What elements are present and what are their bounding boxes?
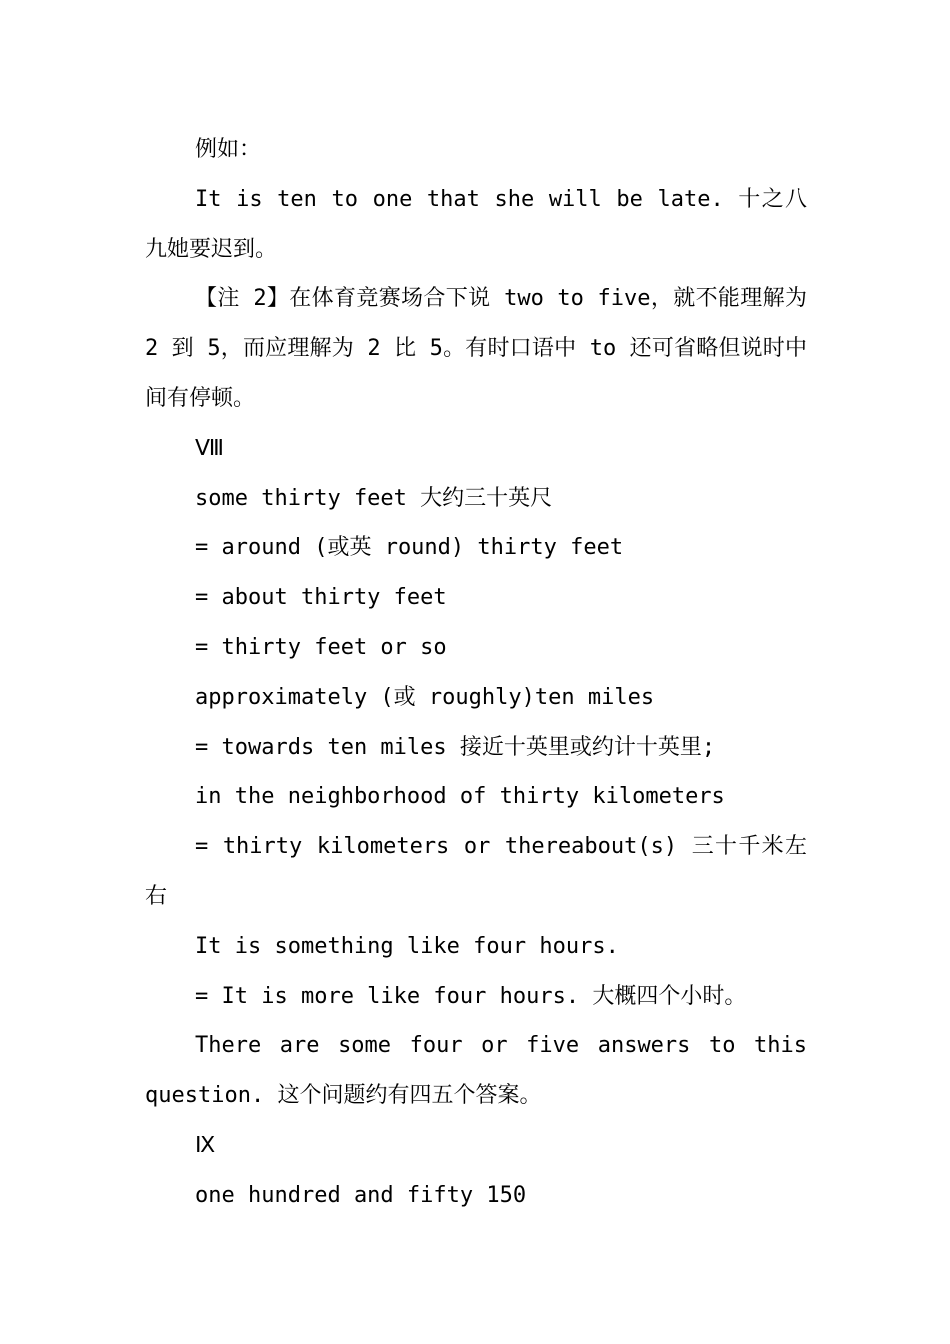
- section-heading-viii: Ⅷ: [195, 435, 224, 461]
- paragraph-towards-ten-miles: = towards ten miles 接近十英里或约计十英里;: [195, 734, 716, 760]
- document-page: [145, 125, 807, 1221]
- paragraph-approximately-ten-miles: approximately (或 roughly)ten miles: [195, 684, 655, 710]
- paragraph-thirty-km-thereabouts: = thirty kilometers or thereabout(s) 三十千米左右: [145, 834, 807, 909]
- paragraph-something-like-four-hours: It is something like four hours.: [195, 933, 619, 959]
- paragraph-one-hundred-fifty: one hundred and fifty 150: [195, 1182, 527, 1208]
- paragraph-some-thirty-feet: some thirty feet 大约三十英尺: [195, 485, 553, 511]
- paragraph-neighborhood-thirty-km: in the neighborhood of thirty kilometers: [195, 784, 725, 810]
- section-heading-ix: Ⅸ: [195, 1132, 216, 1158]
- paragraph-around-thirty-feet: = around (或英 round) thirty feet: [195, 535, 624, 561]
- paragraph-note-2: 【注 2】在体育竞赛场合下说 two to five，就不能理解为 2 到 5，而应理解为 2 比 5。有时口语中 to 还可省略但说时中间有停顿。: [145, 286, 807, 411]
- paragraph-ten-to-one: It is ten to one that she will be late. 十之八九她要迟到。: [145, 186, 807, 262]
- paragraph-four-or-five-answers: There are some four or five answers to this question. 这个问题约有四五个答案。: [145, 1033, 807, 1109]
- paragraph-more-like-four-hours: = It is more like four hours. 大概四个小时。: [195, 983, 747, 1009]
- paragraph-thirty-feet-or-so: = thirty feet or so: [195, 634, 447, 660]
- paragraph-example-intro: 例如：: [195, 137, 262, 162]
- paragraph-about-thirty-feet: = about thirty feet: [195, 585, 447, 611]
